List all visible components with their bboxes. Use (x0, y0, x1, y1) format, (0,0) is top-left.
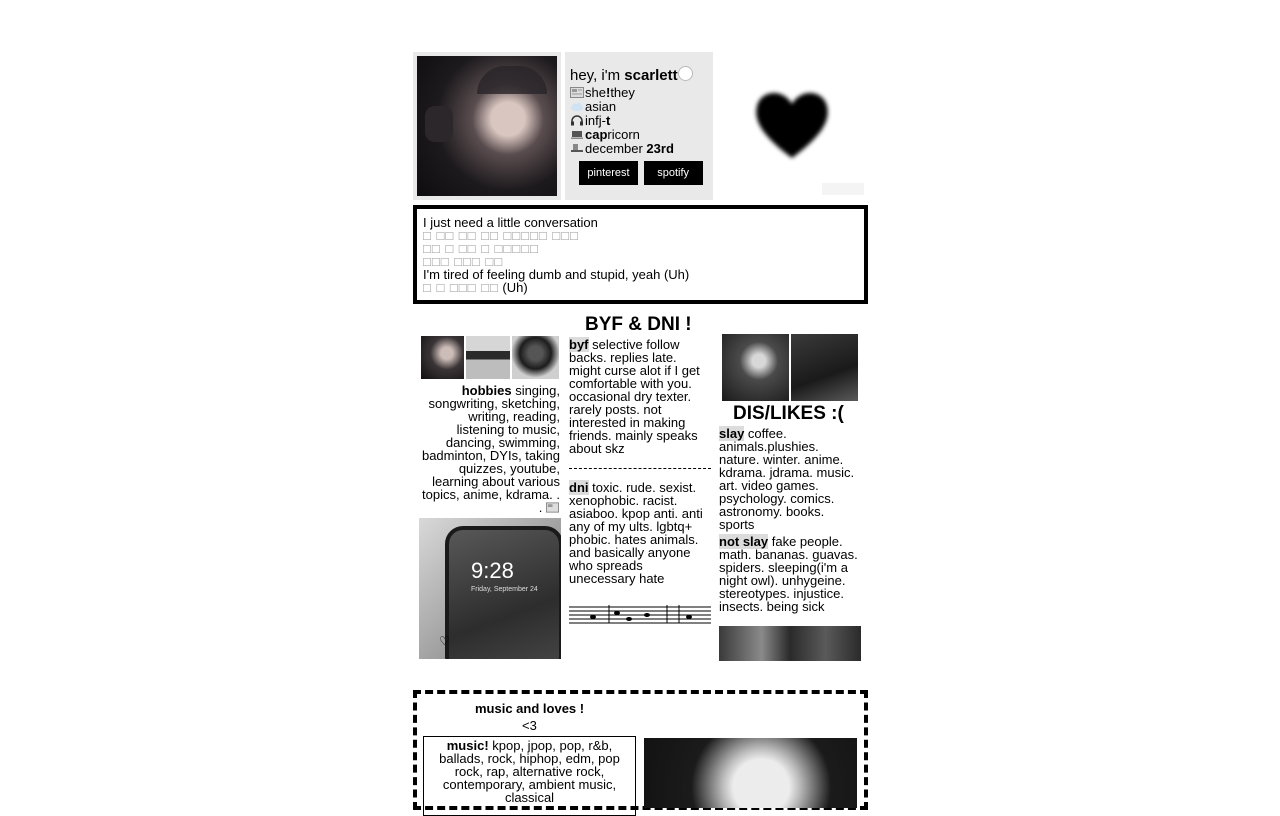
lyric-line: I just need a little conversation (423, 215, 598, 230)
music-genres-box: music! kpop, jpop, pop, r&b, ballads, rock, hiphop, edm, pop rock, rap, alternative rock, contemporary, ambient music, classical (423, 736, 636, 816)
headphones-icon (570, 115, 584, 126)
lockscreen-date: Friday, September 24 (471, 586, 538, 593)
byf-title: BYF & DNI ! (585, 314, 692, 335)
heart-outline-icon: ♡ (439, 634, 450, 648)
lyric-line: □ □□ □□ □□ □□□□□ □□□ (423, 228, 579, 243)
status-circle-icon (678, 66, 693, 81)
music-subtitle: <3 (522, 718, 537, 733)
pinterest-button[interactable]: pinterest (579, 161, 638, 185)
thumbnail-image (512, 336, 559, 379)
newspaper-icon (570, 87, 584, 98)
dni-label: dni (569, 480, 589, 495)
phone-lockscreen-image (419, 518, 561, 659)
thumbnail-image (569, 646, 711, 680)
lyric-line: □□ □ □□ □ □□□□□ (423, 241, 539, 256)
thumbnail-image (421, 336, 464, 379)
lyric-line: □ □ □□□ □□ (Uh) (423, 280, 528, 295)
cloud-icon (570, 101, 584, 112)
spotify-button[interactable]: spotify (644, 161, 703, 185)
pronouns-line: she!they (570, 86, 708, 100)
decorative-block (822, 183, 864, 195)
birthday-line: december 23rd (570, 142, 708, 156)
lyric-line: □□□ □□□ □□ (423, 254, 504, 269)
mbti-line: infj-t (570, 114, 708, 128)
thumbnail-image (722, 334, 789, 401)
ethnicity-line: asian (570, 100, 708, 114)
slay-label: slay (719, 426, 745, 441)
thumbnail-image (719, 626, 861, 661)
dni-text: dni toxic. rude. sexist. xenophobic. racist. asiaboo. kpop anti. anti any of my ults. lgbtq+ phobic. hates animals. and basically anyone who spreads unecessary hate (569, 480, 703, 586)
newspaper-icon (546, 502, 559, 513)
byf-label: byf (569, 337, 589, 352)
profile-name: scarlett (624, 67, 678, 84)
hobbies-label: hobbies (461, 383, 512, 398)
not-slay-text: not slay fake people. math. bananas. guavas. spiders. sleeping(i'm a night owl). unhygeine. stereotypes. injustice. insects. being sick (719, 534, 858, 614)
hobbies-text: hobbies singing, songwriting, sketching, writing, reading, listening to music, dancing, swimming, badminton, DYIs, taking quizzes, youtube, learning about various topics, anime, kdrama. . . (421, 383, 560, 515)
blurred-heart-icon (745, 80, 840, 170)
thumbnail-image (466, 336, 510, 379)
music-label: music! (446, 738, 489, 753)
not-slay-label: not slay (719, 534, 769, 549)
dashed-divider (569, 468, 711, 469)
slay-text: slay coffee. animals.plushies. nature. winter. anime. kdrama. jdrama. music. art. video games. psychology. comics. astronomy. books. sports (719, 426, 855, 532)
lockscreen-time: 9:28 (471, 558, 514, 583)
lyric-line: I'm tired of feeling dumb and stupid, yeah (Uh) (423, 267, 690, 282)
lyrics-box (413, 205, 868, 304)
greeting: hey, i'm scarlett (570, 66, 708, 84)
thumbnail-image (791, 334, 858, 401)
profile-info-card (565, 52, 713, 200)
byf-text: byf selective follow backs. replies late. might curse alot if I get comfortable with you. occasional dry texter. rarely posts. not interested in making friends. mainly speaks about skz (569, 337, 700, 456)
dislikes-title: DIS/LIKES :( (733, 403, 844, 424)
avatar-photo (417, 56, 557, 196)
masked-person-photo (644, 738, 857, 808)
music-title: music and loves ! (475, 701, 585, 716)
computer-icon (570, 129, 584, 140)
skate-icon (570, 143, 584, 154)
music-staff-icon (569, 603, 711, 625)
zodiac-line: capricorn (570, 128, 708, 142)
profile-avatar (413, 52, 561, 200)
